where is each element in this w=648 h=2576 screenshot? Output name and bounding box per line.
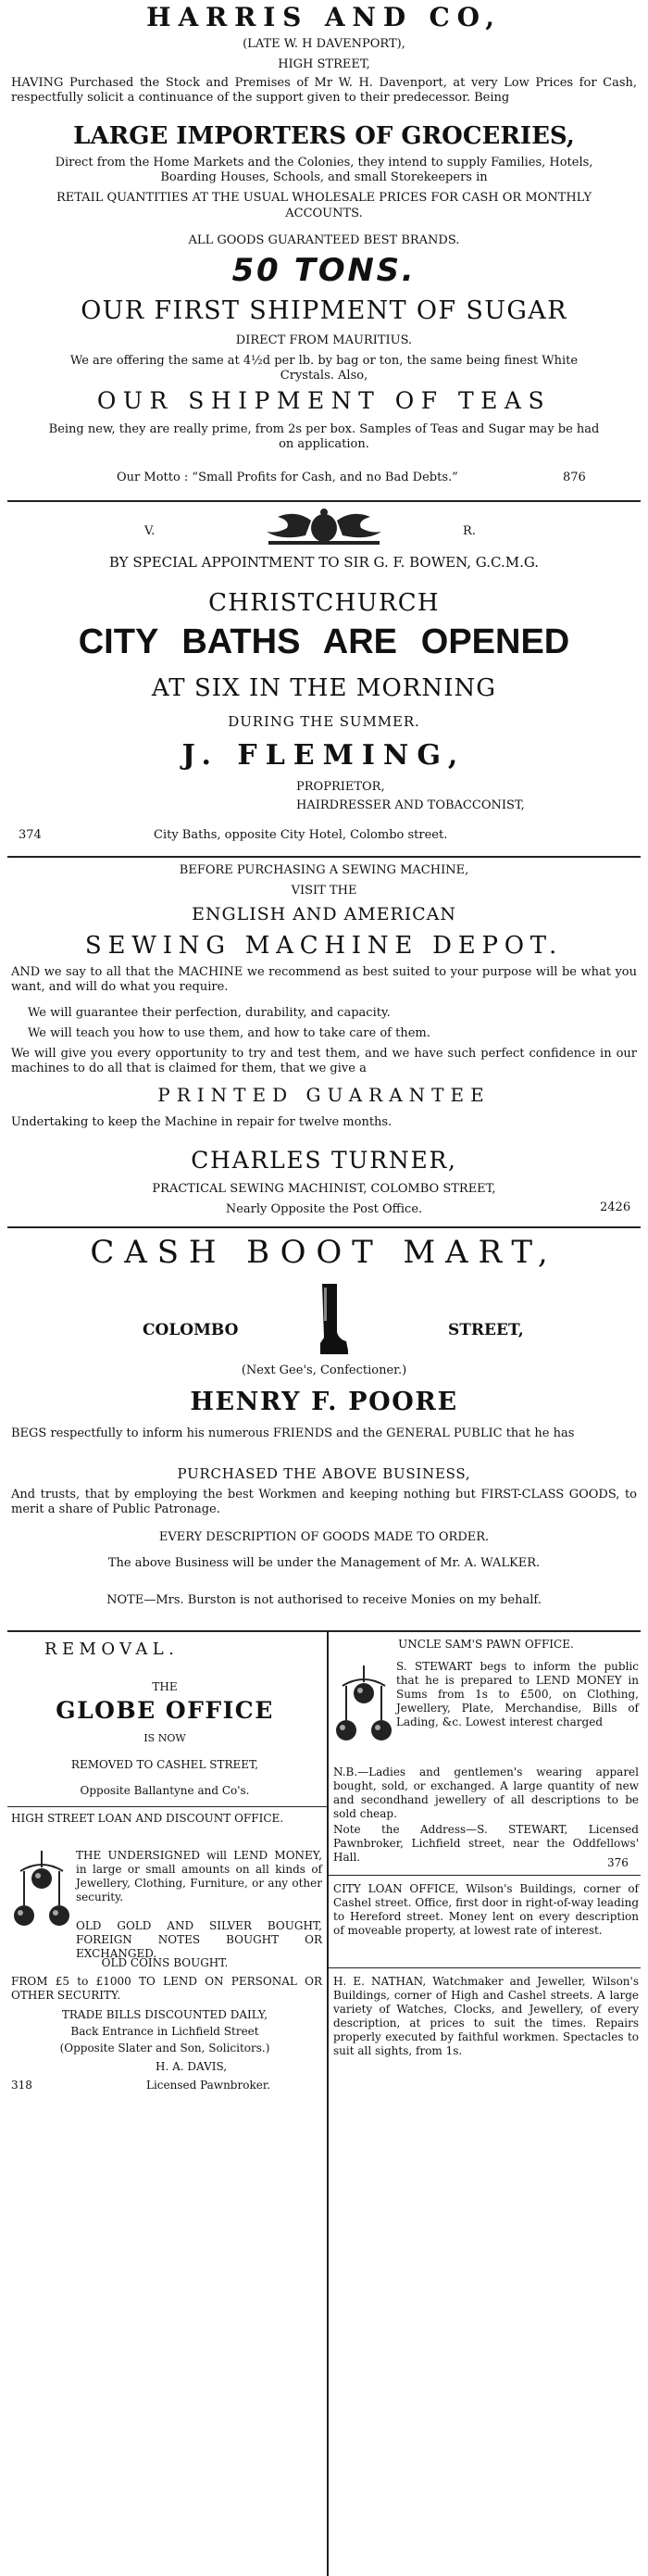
pawn-title: UNCLE SAM'S PAWN OFFICE. bbox=[398, 1638, 574, 1651]
sewing-printed: PRINTED GUARANTEE bbox=[157, 1084, 491, 1106]
divider bbox=[7, 1226, 641, 1228]
loan-licensed: Licensed Pawnbroker. bbox=[146, 2079, 271, 2092]
sewing-before: BEFORE PURCHASING A SEWING MACHINE, bbox=[179, 863, 469, 877]
harris-headline: LARGE IMPORTERS OF GROCERIES, bbox=[73, 122, 575, 150]
column-divider bbox=[327, 1630, 329, 2576]
harris-motto: Our Motto : “Small Profits for Cash, and no Bad Debts.” bbox=[117, 471, 458, 484]
loan-number: 318 bbox=[11, 2079, 32, 2092]
loan-p1: THE UNDERSIGNED will LEND MONEY, in large or small amounts on all kinds of Jewellery, Clothing, Furniture, or any other security. bbox=[76, 1849, 322, 1904]
harris-intro: HAVING Purchased the Stock and Premises of Mr W. H. Davenport, at very Low Prices for Cash, respectfully solicit a continuance of the support given to their predecessor. Being bbox=[11, 76, 637, 106]
harris-guarantee: ALL GOODS GUARANTEED BEST BRANDS. bbox=[188, 233, 460, 247]
divider bbox=[7, 500, 641, 502]
poore-management: The above Business will be under the Management of Mr. A. WALKER. bbox=[107, 1556, 541, 1570]
sewing-visit: VISIT THE bbox=[291, 884, 357, 898]
turner-opposite: Nearly Opposite the Post Office. bbox=[225, 1202, 423, 1216]
fleming-proprietor: PROPRIETOR, bbox=[296, 780, 385, 794]
harris-sugar: OUR FIRST SHIPMENT OF SUGAR bbox=[81, 296, 567, 325]
poore-purchased: PURCHASED THE ABOVE BUSINESS, bbox=[177, 1465, 471, 1482]
turner-number: 2426 bbox=[600, 1200, 631, 1214]
harris-subtitle: (LATE W. H DAVENPORT), bbox=[243, 37, 405, 51]
sewing-p3: We will teach you how to use them, and how to take care of them. bbox=[28, 1026, 430, 1040]
fleming-number: 374 bbox=[19, 828, 42, 842]
harris-street: HIGH STREET, bbox=[278, 57, 370, 71]
poore-begs: BEGS respectfully to inform his numerous FRIENDS and the GENERAL PUBLIC that he has bbox=[11, 1426, 575, 1440]
harris-body: Direct from the Home Markets and the Colonies, they intend to supply Families, Hotels, Boarding Houses, Schools, and small Storekeepers in bbox=[55, 156, 593, 185]
loan-coins: OLD COINS BOUGHT. bbox=[101, 1956, 229, 1969]
globe-office: GLOBE OFFICE bbox=[56, 1697, 274, 1724]
harris-teas: OUR SHIPMENT OF TEAS bbox=[96, 387, 552, 414]
nathan-p1: H. E. NATHAN, Watchmaker and Jeweller, Wilson's Buildings, corner of High and Cashel streets. A large variety of Watches, Clocks, and Jewellery, of every description, at prices to suit the times. Repairs properly executed by faithful workmen. Spectacles to suit all sights, from 1s. bbox=[333, 1975, 639, 2057]
boot-street: STREET, bbox=[448, 1321, 524, 1339]
poore-name: HENRY F. POORE bbox=[190, 1388, 458, 1416]
pawn-p1: S. STEWART begs to inform the public that he is prepared to LEND MONEY in Sums from 1s to £500, on Clothing, Jewellery, Plate, Merchandise, Bills of Lading, &c. Lowest interest charged bbox=[396, 1660, 639, 1728]
divider bbox=[7, 1806, 327, 1807]
poore-trusts: And trusts, that by employing the best Workmen and keeping nothing but FIRST-CLASS GOODS, to merit a share of Public Patronage. bbox=[11, 1488, 637, 1517]
turner-practical: PRACTICAL SEWING MACHINIST, COLOMBO STREET, bbox=[152, 1182, 496, 1196]
loan-name: H. A. DAVIS, bbox=[156, 2060, 228, 2073]
sewing-p2: We will guarantee their perfection, durability, and capacity. bbox=[28, 1006, 391, 1020]
baths-headline: CITY BATHS ARE OPENED bbox=[78, 622, 570, 661]
poore-every: EVERY DESCRIPTION OF GOODS MADE TO ORDER. bbox=[158, 1530, 490, 1544]
baths-summer: DURING THE SUMMER. bbox=[228, 713, 420, 730]
fleming-address: City Baths, opposite City Hotel, Colombo street. bbox=[154, 828, 448, 842]
harris-retail: RETAIL QUANTITIES AT THE USUAL WHOLESALE PRICES FOR CASH OR MONTHLY ACCOUNTS. bbox=[56, 191, 592, 220]
poore-note: NOTE—Mrs. Burston is not authorised to receive Monies on my behalf. bbox=[106, 1593, 542, 1607]
sewing-p1: AND we say to all that the MACHINE we recommend as best suited to your purpose will be what you want, and will do what you require. bbox=[11, 965, 637, 995]
baths-appointment: BY SPECIAL APPOINTMENT TO SIR G. F. BOWEN, G.C.M.G. bbox=[108, 554, 540, 571]
globe-removal: REMOVAL. bbox=[44, 1640, 180, 1659]
pawnbroker-balls-icon bbox=[13, 1849, 70, 1934]
boot-title: CASH BOOT MART, bbox=[90, 1234, 558, 1271]
loan-title: HIGH STREET LOAN AND DISCOUNT OFFICE. bbox=[11, 1812, 284, 1825]
royal-v: V. bbox=[144, 524, 156, 538]
harris-title: HARRIS AND CO, bbox=[146, 2, 502, 32]
sewing-p4: We will give you every opportunity to try and test them, and we have such perfect confidence in our machines to do all that is claimed for them, that we give a bbox=[11, 1047, 637, 1076]
globe-opposite: Opposite Ballantyne and Co's. bbox=[80, 1784, 250, 1797]
royal-arms-icon bbox=[250, 508, 398, 548]
globe-the: THE bbox=[152, 1680, 178, 1693]
harris-number: 876 bbox=[563, 471, 586, 484]
loan-opp: (Opposite Slater and Son, Solicitors.) bbox=[59, 2042, 270, 2055]
sewing-depot: SEWING MACHINE DEPOT. bbox=[84, 932, 564, 960]
turner-name: CHARLES TURNER, bbox=[191, 1147, 457, 1174]
royal-r: R. bbox=[463, 524, 476, 538]
cityloan-p1: CITY LOAN OFFICE, Wilson's Buildings, corner of Cashel street. Office, first door in right-of-way leading to Hereford street. Money lent on every description of moveable property, at lowest rate of interest. bbox=[333, 1882, 639, 1937]
divider bbox=[7, 1630, 641, 1632]
globe-is-now: IS NOW bbox=[143, 1732, 186, 1744]
newspaper-page bbox=[7, 0, 641, 2576]
loan-back: Back Entrance in Lichfield Street bbox=[70, 2025, 259, 2038]
loan-gold: OLD GOLD AND SILVER BOUGHT, FOREIGN NOTES BOUGHT OR EXCHANGED. bbox=[76, 1919, 322, 1960]
harris-teas-body: Being new, they are really prime, from 2s per box. Samples of Teas and Sugar may be had on application. bbox=[48, 422, 600, 452]
globe-removed: REMOVED TO CASHEL STREET, bbox=[70, 1758, 259, 1771]
fleming-trade: HAIRDRESSER AND TOBACCONIST, bbox=[296, 798, 525, 812]
loan-from: FROM £5 to £1000 TO LEND ON PERSONAL OR OTHER SECURITY. bbox=[11, 1975, 322, 2002]
baths-christchurch: CHRISTCHURCH bbox=[208, 589, 440, 617]
pawn-p3: Note the Address—S. STEWART, Licensed Pawnbroker, Lichfield street, near the Oddfellows' Hall. bbox=[333, 1823, 639, 1864]
boot-colombo: COLOMBO bbox=[143, 1321, 239, 1339]
harris-tons: 50 TONS. bbox=[231, 252, 417, 289]
boot-icon bbox=[313, 1282, 350, 1356]
harris-offering: We are offering the same at 4½d per lb. by bag or ton, the same being finest White Crystals. Also, bbox=[69, 354, 579, 383]
pawn-p2: N.B.—Ladies and gentlemen's wearing apparel bought, sold, or exchanged. A large quantity of new and secondhand jewellery of all descriptions to be sold cheap. bbox=[333, 1766, 639, 1820]
sewing-undertaking: Undertaking to keep the Machine in repair for twelve months. bbox=[11, 1115, 393, 1129]
divider bbox=[7, 856, 641, 858]
divider bbox=[329, 1875, 641, 1876]
boot-next: (Next Gee's, Confectioner.) bbox=[241, 1363, 407, 1377]
pawn-number: 376 bbox=[607, 1856, 629, 1869]
harris-mauritius: DIRECT FROM MAURITIUS. bbox=[235, 333, 413, 347]
baths-morning: AT SIX IN THE MORNING bbox=[151, 674, 497, 702]
pawnbroker-balls-icon bbox=[335, 1664, 393, 1749]
loan-trade: TRADE BILLS DISCOUNTED DAILY, bbox=[61, 2008, 268, 2021]
divider bbox=[329, 1967, 641, 1968]
sewing-english: ENGLISH AND AMERICAN bbox=[192, 904, 456, 924]
fleming-name: J. FLEMING, bbox=[181, 739, 467, 772]
